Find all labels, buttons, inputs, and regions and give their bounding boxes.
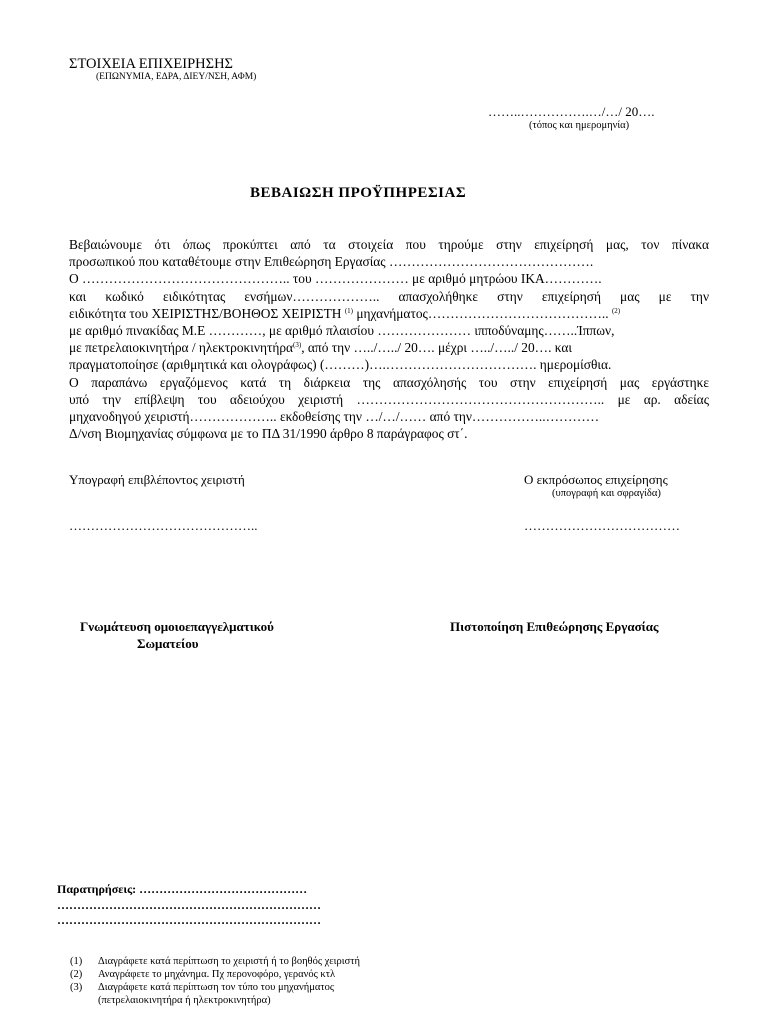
body-line: με αριθμό πινακίδας Μ.Ε …………, με αριθμό πλαισίου ………………… ιπποδύναμης……..Ίππων, <box>69 323 615 339</box>
footnote <box>70 995 271 1006</box>
footnote <box>70 982 334 993</box>
remarks-line: ………………………………………………………… <box>57 898 321 912</box>
body-line: προσωπικού που καταθέτουμε στην Επιθεώρηση Εργασίας ………………………………………. <box>69 254 594 270</box>
remarks-line: ………………………………………………………… <box>57 913 321 927</box>
footnote-text: (πετρελαιοκινητήρα ή ηλεκτροκινητήρα) <box>98 995 271 1006</box>
representative-caption: (υπογραφή και σφραγίδα) <box>552 488 661 499</box>
footnote-ref: (3) <box>293 341 302 350</box>
representative-signature-line: ……………………………… <box>524 518 680 533</box>
footnote <box>70 969 335 980</box>
union-opinion-label-2: Σωματείου <box>137 636 199 651</box>
labour-inspection-label: Πιστοποίηση Επιθεώρησης Εργασίας <box>450 619 659 634</box>
company-subtitle: (ΕΠΩΝΥΜΙΑ, ΕΔΡΑ, ΔΙΕΥ/ΝΣΗ, ΑΦΜ) <box>96 72 257 82</box>
footnote-text: Διαγράφετε κατά περίπτωση τον τύπο του μηχανήματος <box>98 982 334 993</box>
supervisor-signature-line: …………………………………….. <box>69 518 258 533</box>
footnote <box>70 956 360 967</box>
body-line: υπό την επίβλεψη του αδειούχου χειριστή ……………………………………………….. με αρ. αδείας <box>69 391 709 407</box>
certificate-body <box>69 236 709 442</box>
body-line: Βεβαιώνουμε ότι όπως προκύπτει από τα στοιχεία που τηρούμε στην επιχείρησή μας, τον πίνακα <box>69 237 709 252</box>
date-caption: (τόπος και ημερομηνία) <box>529 120 630 131</box>
remarks-label: Παρατηρήσεις: …………………………………… <box>57 882 308 896</box>
body-text: μηχανήματος………………………………….. <box>353 305 609 321</box>
body-line: Δ/νση Βιομηχανίας σύμφωνα με το ΠΔ 31/1990 άρθρο 8 παράγραφος στ΄. <box>69 426 468 442</box>
body-line <box>69 305 709 322</box>
document-title: ΒΕΒΑΙΩΣΗ ΠΡΟΫΠΗΡΕΣΙΑΣ <box>250 185 467 201</box>
date-line: ……..…………….…/…/ 20…. <box>488 104 655 119</box>
body-text: ειδικότητα του ΧΕΙΡΙΣΤΗΣ/ΒΟΗΘΟΣ ΧΕΙΡΙΣΤΗ <box>69 305 342 321</box>
body-line: Ο παραπάνω εργαζόμενος κατά τη διάρκεια της απασχόλησής του στην επιχείρησή μας εργάστηκε <box>69 374 709 390</box>
union-opinion-label: Γνωμάτευση ομοιοεπαγγελματικού <box>80 619 274 634</box>
representative-label: Ο εκπρόσωπος επιχείρησης <box>524 472 668 487</box>
footnote-ref: (1) <box>344 306 353 315</box>
footnote-number: (2) <box>70 969 83 980</box>
body-line: μηχανοδηγού χειριστή……………….. εκδοθείσης την …/…/…… από την……………..………… <box>69 409 600 425</box>
body-line: Ο ……………………………………….. του ………………… με αριθμό μητρώου ΙΚΑ…………. <box>69 271 602 287</box>
body-text: με πετρελαιοκινητήρα / ηλεκτροκινητήρα <box>69 340 294 356</box>
company-title: ΣΤΟΙΧΕΙΑ ΕΠΙΧΕΙΡΗΣΗΣ <box>69 56 233 72</box>
body-line <box>69 339 709 356</box>
footnote-ref: (2) <box>611 306 621 315</box>
footnote-text: Αναγράφετε το μηχάνημα. Πχ περονοφόρο, γερανός κτλ <box>98 969 336 980</box>
supervisor-signature-label: Υπογραφή επιβλέποντος χειριστή <box>69 472 245 487</box>
body-line: και κωδικό ειδικότητας ενσήμων……………….. απασχολήθηκε στην επιχείρησή μας με την <box>69 288 709 304</box>
body-line: πραγματοποίησε (αριθμητικά και ολογράφως) (………)….……………………………. ημερομίσθια. <box>69 357 612 373</box>
footnote-number: (1) <box>70 956 83 967</box>
body-text: , από την …../…../ 20…. μέχρι …../…../ 20…. και <box>301 340 573 356</box>
footnote-text: Διαγράφετε κατά περίπτωση το χειριστή ή το βοηθός χειριστή <box>98 956 360 967</box>
footnote-number: (3) <box>70 982 83 993</box>
